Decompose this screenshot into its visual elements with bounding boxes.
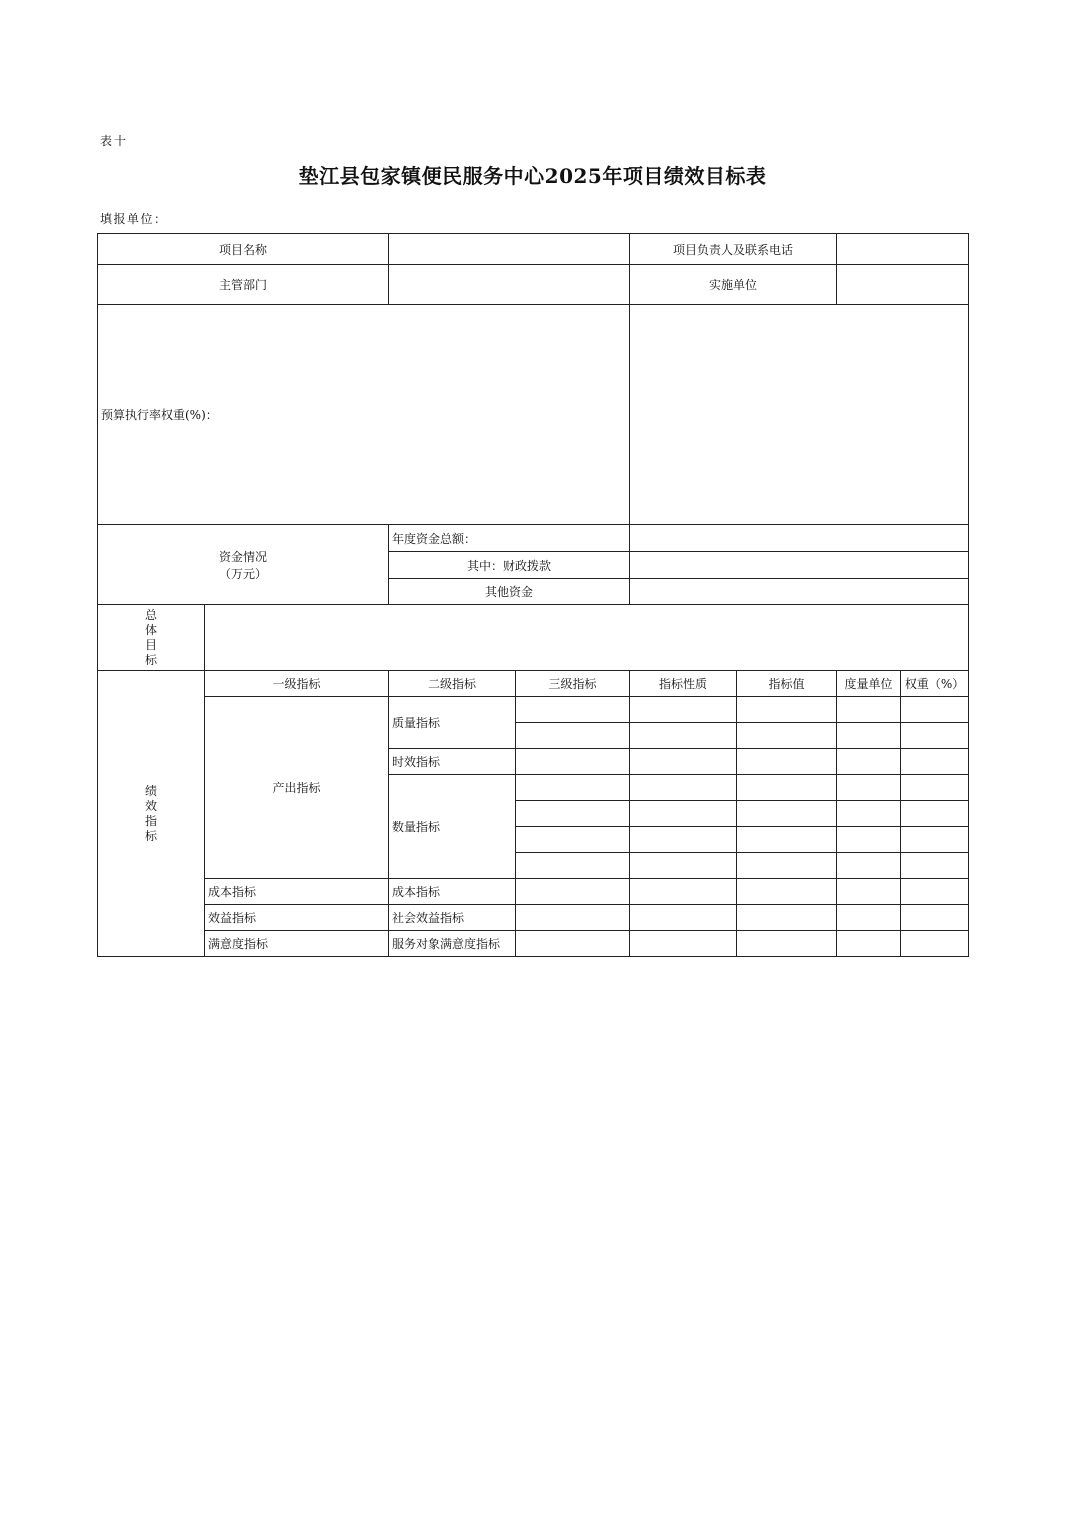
other-funds-value[interactable] [630,579,969,605]
overall-goal-char: 目 [144,637,157,652]
indicator-cell[interactable] [901,827,969,853]
impl-unit-label: 实施单位 [630,265,837,305]
project-name-value[interactable] [389,234,630,265]
indicator-cell[interactable] [630,879,737,905]
overall-goal-char: 体 [144,622,157,637]
indicator-cell[interactable] [516,879,630,905]
performance-indicators-label [98,671,205,957]
indicator-cell[interactable] [737,723,837,749]
indicator-cell[interactable] [901,697,969,723]
overall-goal-char: 标 [144,652,157,667]
benefit-indicator-l2: 社会效益指标 [389,905,516,931]
indicator-cell[interactable] [901,879,969,905]
indicator-cell[interactable] [737,775,837,801]
indicator-cell[interactable] [837,697,901,723]
indicator-cell[interactable] [630,931,737,957]
indicator-cell[interactable] [516,905,630,931]
project-manager-value[interactable] [837,234,969,265]
table-number: 表十 [100,134,129,148]
header-weight: 权重（%） [901,671,969,697]
annual-total-value[interactable] [630,525,969,552]
performance-target-table [97,233,969,957]
indicator-cell[interactable] [737,827,837,853]
quantity-indicator-label: 数量指标 [389,775,516,879]
indicator-cell[interactable] [901,905,969,931]
indicator-cell[interactable] [737,801,837,827]
satisfaction-indicator-l1: 满意度指标 [205,931,389,957]
reporting-unit-label: 填报单位： [100,212,168,226]
project-name-label: 项目名称 [98,234,389,265]
indicator-cell[interactable] [901,749,969,775]
indicator-cell[interactable] [630,827,737,853]
output-indicator-label: 产出指标 [205,697,389,879]
header-level2: 二级指标 [389,671,516,697]
satisfaction-indicator-l2: 服务对象满意度指标 [389,931,516,957]
indicator-cell[interactable] [737,905,837,931]
indicator-cell[interactable] [630,905,737,931]
indicator-cell[interactable] [630,801,737,827]
indicator-cell[interactable] [837,749,901,775]
indicator-cell[interactable] [516,801,630,827]
timeliness-indicator-label: 时效指标 [389,749,516,775]
indicator-cell[interactable] [901,775,969,801]
benefit-indicator-l1: 效益指标 [205,905,389,931]
header-unit: 度量单位 [837,671,901,697]
indicator-cell[interactable] [901,723,969,749]
cost-indicator-l2: 成本指标 [389,879,516,905]
indicator-cell[interactable] [837,853,901,879]
indicator-cell[interactable] [837,879,901,905]
indicator-cell[interactable] [901,853,969,879]
indicator-cell[interactable] [630,853,737,879]
indicator-cell[interactable] [737,931,837,957]
indicator-cell[interactable] [837,775,901,801]
budget-weight-value[interactable] [630,305,969,525]
indicator-cell[interactable] [837,801,901,827]
indicator-cell[interactable] [516,697,630,723]
indicator-cell[interactable] [737,853,837,879]
dept-label: 主管部门 [98,265,389,305]
indicator-cell[interactable] [901,801,969,827]
fiscal-funds-value[interactable] [630,552,969,579]
indicator-cell[interactable] [516,853,630,879]
indicator-cell[interactable] [837,931,901,957]
indicator-cell[interactable] [516,931,630,957]
indicator-cell[interactable] [901,931,969,957]
project-manager-label: 项目负责人及联系电话 [630,234,837,265]
funds-label-line1: 资金情况 [219,549,268,564]
overall-goal-char: 总 [144,607,157,622]
annual-total-label: 年度资金总额： [389,525,630,552]
indicator-cell[interactable] [837,723,901,749]
header-level1: 一级指标 [205,671,389,697]
indicator-cell[interactable] [516,723,630,749]
header-nature: 指标性质 [630,671,737,697]
overall-goal-value[interactable] [205,605,969,671]
indicator-cell[interactable] [837,905,901,931]
indicator-cell[interactable] [516,749,630,775]
indicator-cell[interactable] [516,827,630,853]
header-value: 指标值 [737,671,837,697]
overall-goal-label [98,605,205,671]
page-title: 垫江县包家镇便民服务中心2025年项目绩效目标表 [298,164,767,188]
other-funds-label: 其他资金 [389,579,630,605]
cost-indicator-l1: 成本指标 [205,879,389,905]
budget-weight-label: 预算执行率权重(%)： [98,305,630,525]
impl-unit-value[interactable] [837,265,969,305]
indicator-cell[interactable] [737,879,837,905]
fiscal-funds-label: 其中：财政拨款 [389,552,630,579]
indicator-cell[interactable] [630,697,737,723]
quality-indicator-label: 质量指标 [389,697,516,749]
indicator-cell[interactable] [516,775,630,801]
indicator-cell[interactable] [630,749,737,775]
funds-label [98,525,389,605]
indicator-cell[interactable] [737,697,837,723]
funds-label-line2: （万元） [219,566,268,581]
dept-value[interactable] [389,265,630,305]
indicator-cell[interactable] [630,775,737,801]
indicators-char: 标 [144,828,157,843]
indicators-char: 指 [144,813,157,828]
indicator-cell[interactable] [737,749,837,775]
indicator-cell[interactable] [630,723,737,749]
indicator-cell[interactable] [837,827,901,853]
indicators-char: 绩 [144,783,157,798]
header-level3: 三级指标 [516,671,630,697]
indicators-char: 效 [144,798,157,813]
